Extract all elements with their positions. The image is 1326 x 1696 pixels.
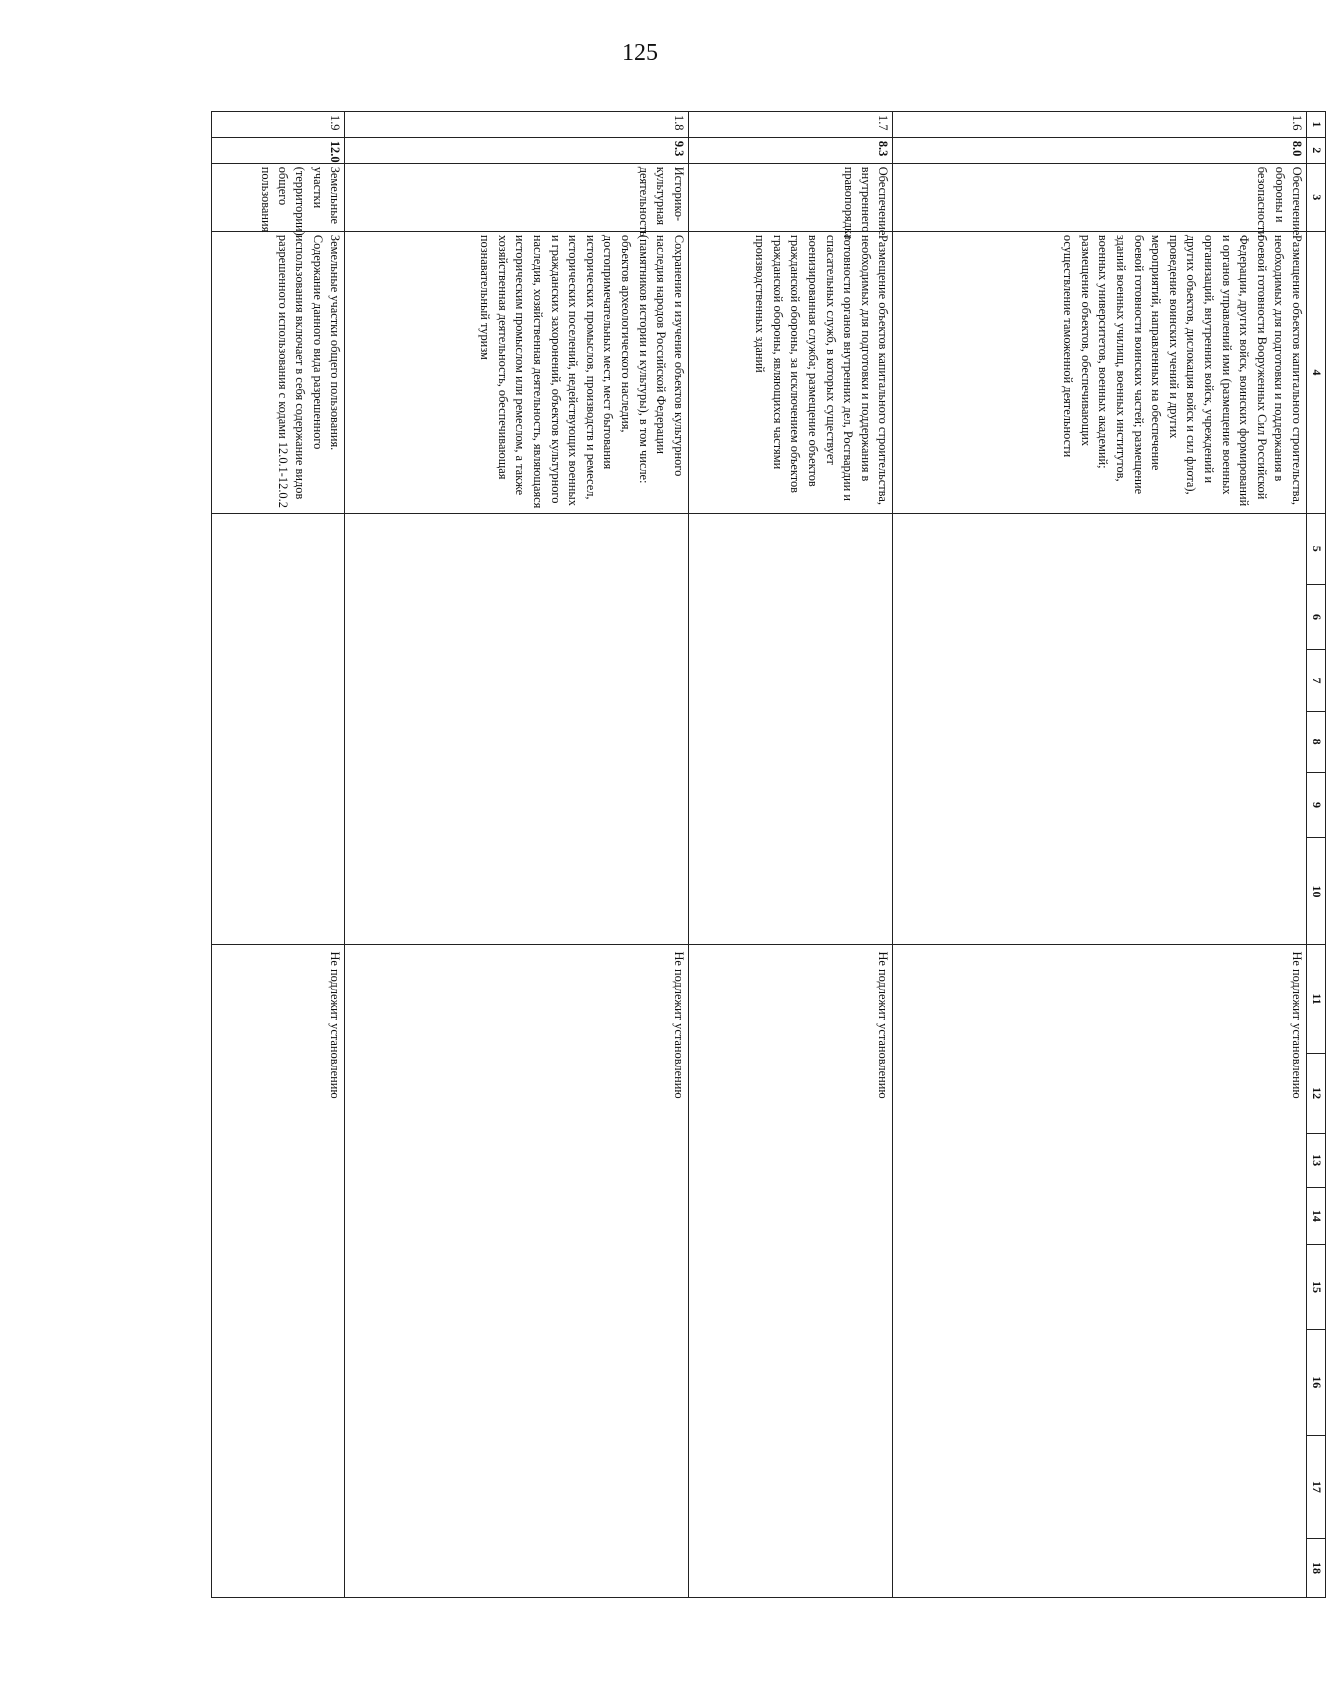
col-header-16: 16	[1307, 1329, 1326, 1435]
table-row	[688, 112, 893, 1598]
col-header-4: 4	[1307, 231, 1326, 513]
header-row	[1307, 112, 1326, 1598]
col-header-18: 18	[1307, 1539, 1326, 1598]
use-description: Размещение объектов капитального строительства, необходимых для подготовки и поддержания в боевой готовности Вооруженных Сил Российской Федерации, других войск, воинских формирований и органов управлений ими (размещение военных организаций, внутренних войск, учреждений и других объектов, дислокация войск и сил флота), проведение воинских учений и других мероприятий, направленных на обеспечение боевой готовности воинских частей; размещение зданий военных училищ, военных институтов, военных университетов, военных академий; размещение объектов, обеспечивающих осуществление таможенной деятельности	[893, 231, 1307, 513]
col-header-7: 7	[1307, 650, 1326, 711]
table-row	[893, 112, 1307, 1598]
col-header-9: 9	[1307, 772, 1326, 838]
land-use-table	[211, 111, 1326, 1598]
use-name: Обеспечение обороны и безопасности	[893, 163, 1307, 231]
col-header-10: 10	[1307, 838, 1326, 945]
col-header-13: 13	[1307, 1133, 1326, 1187]
col-header-3: 3	[1307, 163, 1326, 231]
row-number: 1.7	[688, 112, 893, 138]
row-number: 1.6	[893, 112, 1307, 138]
empty-cells	[893, 514, 1307, 945]
use-description: Земельные участки общего пользования. Содержание данного вида разрешенного использования включает в себя содержание видов разрешенного использования с кодами 12.0.1-12.0.2	[212, 231, 345, 513]
empty-cells	[688, 514, 893, 945]
use-code: 8.3	[688, 137, 893, 163]
col-header-6: 6	[1307, 584, 1326, 650]
page-number: 125	[622, 40, 658, 66]
col-header-1: 1	[1307, 112, 1326, 138]
parameters-note: Не подлежит установлению	[688, 945, 893, 1598]
parameters-note: Не подлежит установлению	[893, 945, 1307, 1598]
col-header-8: 8	[1307, 711, 1326, 772]
row-number: 1.9	[212, 112, 345, 138]
use-code: 12.0	[212, 137, 345, 163]
table-row	[212, 112, 345, 1598]
rotated-table-container	[211, 111, 1326, 1598]
col-header-15: 15	[1307, 1245, 1326, 1330]
parameters-note: Не подлежит установлению	[345, 945, 688, 1598]
use-code: 9.3	[345, 137, 688, 163]
use-name: Обеспечение внутреннего правопорядка	[688, 163, 893, 231]
use-code: 8.0	[893, 137, 1307, 163]
empty-cells	[212, 514, 345, 945]
parameters-note: Не подлежит установлению	[212, 945, 345, 1598]
use-description: Сохранение и изучение объектов культурного наследия народов Российской Федерации (памятников истории и культуры), в том числе: объектов археологического наследия, достопримечательных мест, мест бытования исторических промыслов, производств и ремесел, исторических поселений, недействующих военных и гражданских захоронений, объектов культурного наследия, хозяйственная деятельность, являющаяся историческим промыслом или ремеслом, а также хозяйственная деятельность, обеспечивающая познавательный туризм	[345, 231, 688, 513]
rotated-sheet	[211, 111, 1326, 1598]
empty-cells	[345, 514, 688, 945]
col-header-12: 12	[1307, 1053, 1326, 1133]
use-description: Размещение объектов капитального строительства, необходимых для подготовки и поддержания в готовности органов внутренних дел, Росгвардии и спасательных служб, в которых существует военизированная служба; размещение объектов гражданской обороны, за исключением объектов гражданской обороны, являющихся частями производственных зданий	[688, 231, 893, 513]
row-number: 1.8	[345, 112, 688, 138]
col-header-14: 14	[1307, 1187, 1326, 1245]
col-header-11: 11	[1307, 945, 1326, 1053]
use-name: Земельные участки (территории) общего пользования	[212, 163, 345, 231]
col-header-17: 17	[1307, 1435, 1326, 1538]
use-name: Историко-культурная деятельность	[345, 163, 688, 231]
table-row	[345, 112, 688, 1598]
col-header-2: 2	[1307, 137, 1326, 163]
col-header-5: 5	[1307, 514, 1326, 585]
